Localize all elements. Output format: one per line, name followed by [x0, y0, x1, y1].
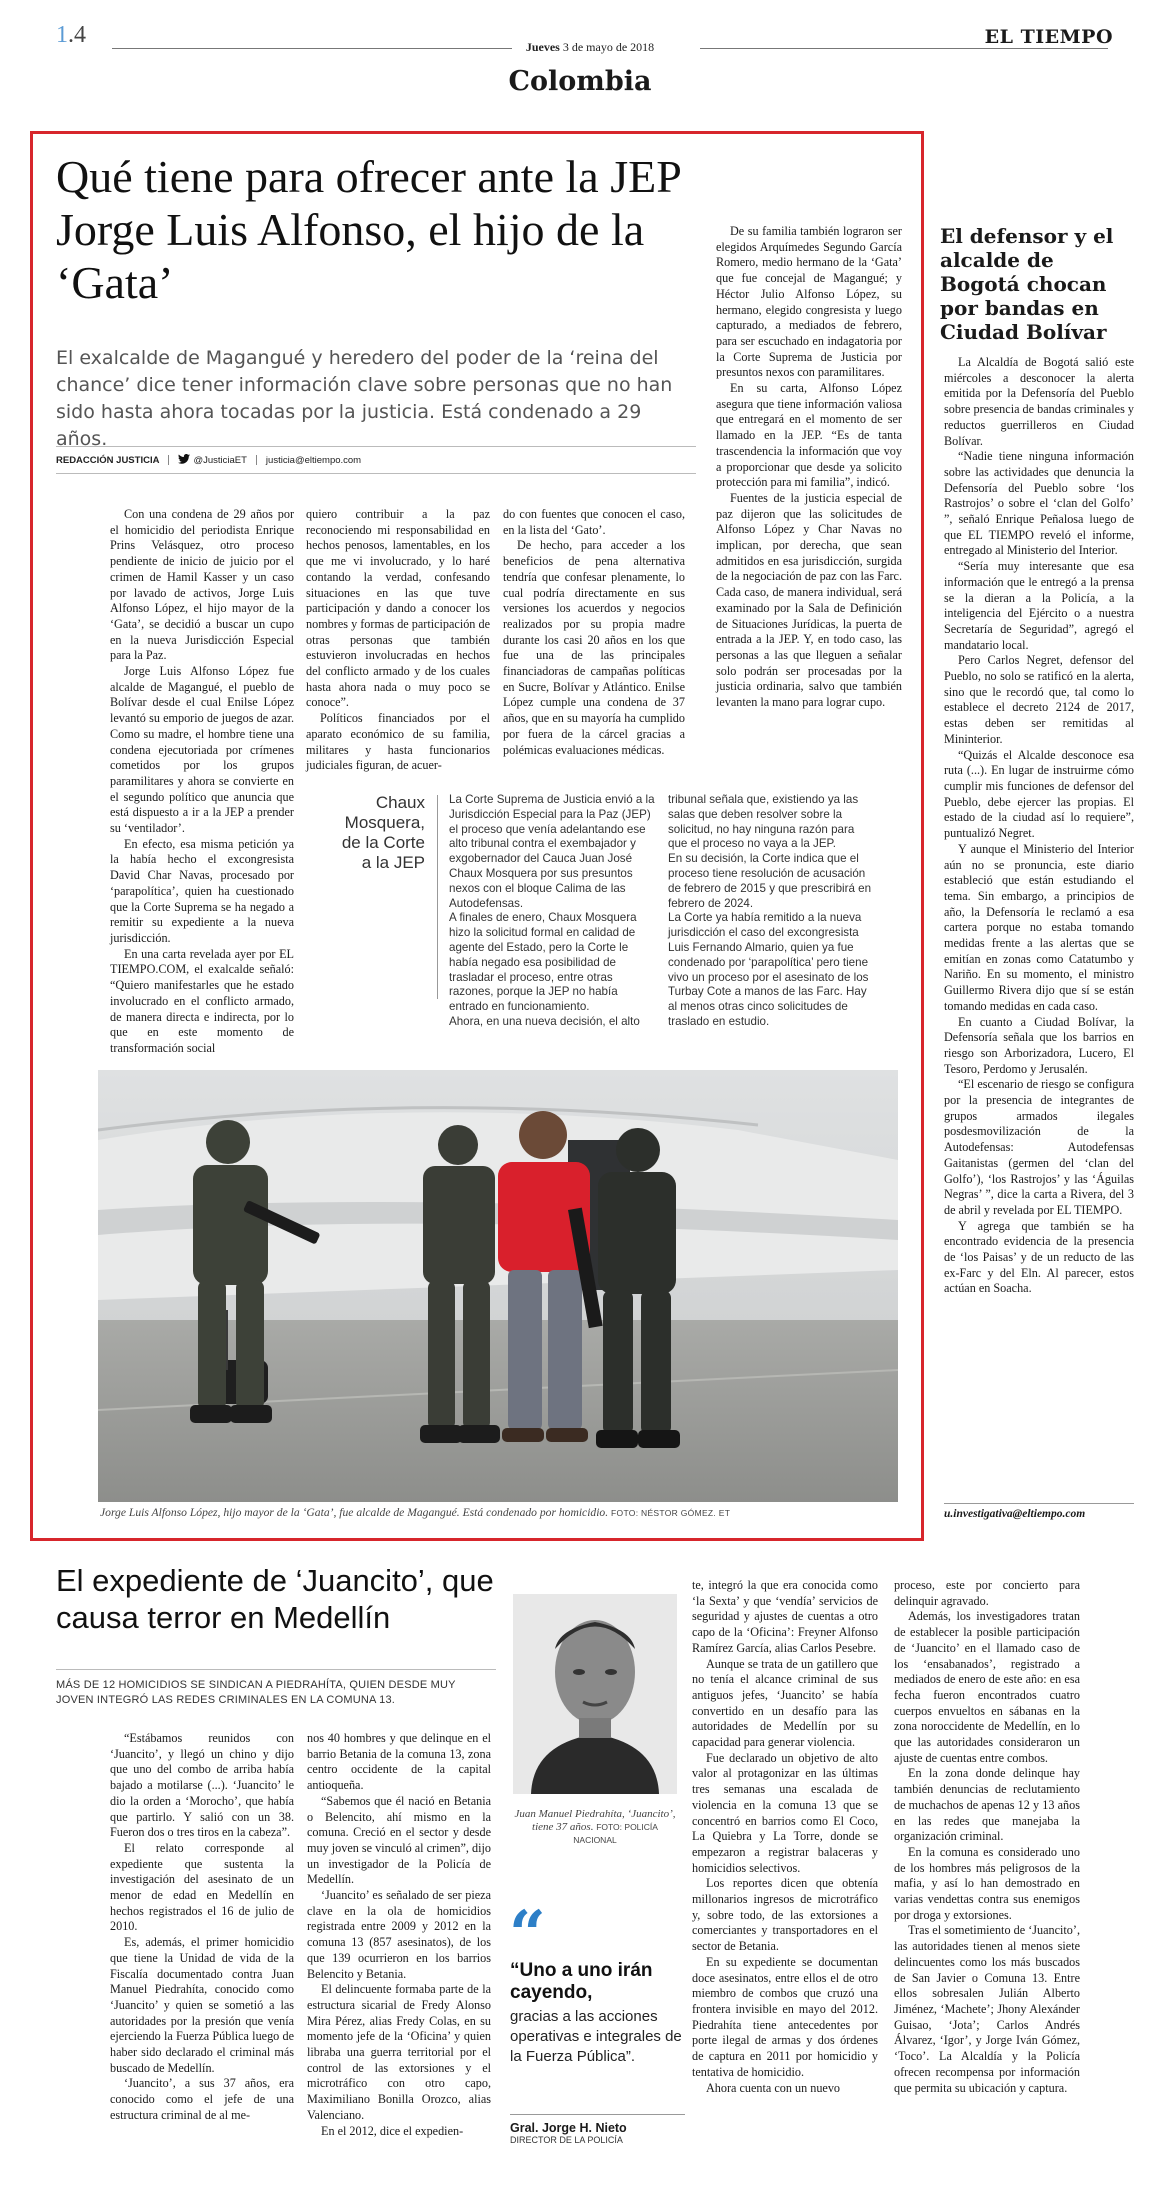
paragraph: En una carta revelada ayer por EL TIEMPO.COM, el exalcalde señaló: “Quiero manifestarles que he estado involucrado en el conflicto armado, de manera directa e indirecta, por lo que en este momento de transformación social: [110, 946, 294, 1055]
pull-quote-author: Gral. Jorge H. Nieto: [510, 2114, 685, 2135]
paragraph: Es, además, el primer homicidio que tiene la Unidad de vida de la Fiscalía documentado contra Juan Manuel Piedrahíta, conocido como ‘Juancito’ y quien se sometió a las autoridades por la presión que venía ejerciendo la Fuerza Pública luego de haber sido declarado el criminal más buscado de Medellín.: [110, 1935, 294, 2075]
paragraph: tribunal señala que, existiendo ya las salas que deben resolver sobre la solicitud, no hay ninguna razón para que el proceso no vaya a la JEP.: [668, 793, 859, 851]
paragraph: Aunque se trata de un gatillero que no tenía el alcance criminal de sus antiguos jefes, ‘Juancito’ se había convertido en un desafío para las autoridades de Medellín por su capacidad para generar violencia.: [692, 1656, 878, 1750]
paragraph: En el 2012, dice el expedien-: [321, 2123, 464, 2138]
box-divider: [437, 795, 438, 999]
paragraph: Políticos financiados por el aparato económico de su familia, militares y hasta funcionarios judiciales figuran, de acuer-: [306, 711, 490, 773]
paragraph: El relato corresponde al expediente que sustenta la investigación del asesinato de un menor de edad en Medellín en hechos registrados el 16 de julio de 2010.: [110, 1840, 294, 1934]
paragraph: Además, los investigadores tratan de establecer la posible participación de ‘Juancito’ en el llamado caso de los ‘ensabanados’, registrado a mediados de enero de este año: en esa fecha fueron encontrados cuatro cuerpos envueltos en sábanas en la zona noroccidente de Medellín, en lo que las autoridades consideraron un ajuste de cuentas entre combos.: [894, 1609, 1080, 1765]
paragraph: Fuentes de la justicia especial de paz dijeron que las solicitudes de Alfonso López y Char Navas no implican, por derecha, que sean admitidos en esa jurisdicción, surgida de la negociación de paz con las Farc. Cada caso, de manera individual, será examinado por la Sala de Definición de Situaciones Jurídicas, la puerta de entrada a la JEP. Y, en todo caso, las personas a las que lleguen a señalar solo podrán ser procesadas por la justicia ordinaria, salvo que también levanten la mano para lograr cupo.: [716, 490, 902, 710]
sidebar-body: [944, 355, 1134, 1297]
paragraph: La Corte Suprema de Justicia envió a la Jurisdicción Especial para la Paz (JEP) el proceso que venía adelantando ese alto tribunal contra el exembajador y exgobernador del Cauca Juan José Chaux Mosquera por sus presuntos nexos con el bloque Calima de las Autodefensas.: [449, 793, 655, 910]
paragraph: nos 40 hombres y que delinque en el barrio Betania de la comuna 13, zona centro occidente de la capital antioqueña.: [307, 1731, 491, 1793]
main-headline: Qué tiene para ofrecer ante la JEP Jorge Luis Alfonso, el hijo de la ‘Gata’: [56, 151, 681, 308]
dateline: Jueves 3 de mayo de 2018: [525, 40, 655, 54]
bottom-deck: MÁS DE 12 HOMICIDIOS SE SINDICAN A PIEDRAHÍTA, QUIEN DESDE MUY JOVEN INTEGRÓ LAS REDES CRIMINALES EN LA COMUNA 13.: [56, 1669, 496, 1708]
paragraph: proceso, este por concierto para delinquir agravado.: [894, 1578, 1080, 1608]
newspaper-brand: EL TIEMPO: [984, 26, 1113, 48]
paragraph: Ahora, en una nueva decisión, el alto: [449, 1014, 640, 1028]
paragraph: Y agrega que también se ha encontrado evidencia de la presencia de ‘los Paisas’ y de un reducto de las ex-Farc y del Eln. Al parecer, estos actúan en Soacha.: [944, 1218, 1134, 1296]
paragraph: do con fuentes que conocen el caso, en la lista del ‘Gato’.: [503, 507, 685, 537]
box-column-1: [449, 793, 657, 1030]
main-column-3: [503, 507, 685, 758]
section-title: Colombia: [508, 66, 652, 97]
sidebar-email: u.investigativa@eltiempo.com: [944, 1503, 1134, 1520]
suspect-photo: [513, 1594, 677, 1794]
paragraph: De su familia también lograron ser elegidos Arquímedes Segundo García Romero, medio hermano de la ‘Gata’ que fue concejal de Magangué; y Héctor Julio Alfonso López, su hermano, elegido congresista y luego capturado, a mediados de febrero, para ser escuchado en indagatoria por la Corte Suprema de Justicia por presuntos nexos con paramilitares.: [716, 224, 902, 380]
paragraph: Y aunque el Ministerio del Interior aún no se pronuncia, este diario estableció que están estudiando el tema. Sin embargo, a principios de año, la Defensoría le reclamó a esa cartera porque no estaba tomando medidas frente a las alertas que se emitían en zonas como Catatumbo y Nariño. En su momento, el ministro Guillermo Rivera dijo que sí se están tomando medidas en cada caso.: [944, 841, 1134, 1013]
bottom-column-3: [692, 1578, 878, 2096]
paragraph: El delincuente formaba parte de la estructura sicarial de Fredy Alonso Mira Pérez, alias Fredy Colas, en su momento jefe de la ‘Oficina’ y quien libraba una guerra territorial por el control de las extorsiones y el microtráfico con otro capo, Maximiliano Bonilla Orozco, alias Valenciano.: [307, 1982, 491, 2122]
sidebar-headline: El defensor y el alcalde de Bogotá chocan por bandas en Ciudad Bolívar: [940, 224, 1114, 344]
suspect-photo-caption: Juan Manuel Piedrahíta, ‘Juancito’, tiene 37 años. FOTO: POLICÍA NACIONAL: [514, 1808, 676, 1845]
pull-quote-role: DIRECTOR DE LA POLICÍA: [510, 2135, 623, 2145]
mugshot-image: [513, 1594, 677, 1794]
paragraph: En su decisión, la Corte indica que el proceso tiene resolución de acusación de febrero de 2015 y que prescribirá en febrero de 2024.: [668, 852, 872, 910]
paragraph: “Estábamos reunidos con ‘Juancito’, y llegó un chino y dijo que uno del combo de arriba había bajado a motilarse (...). ‘Juancito’ le dio la orden a ‘Morocho’, que había que partirlo. Y salió con un 38. Fueron dos o tres tiros en la cabeza”.: [110, 1731, 294, 1840]
paragraph: Tras el sometimiento de ‘Juancito’, las autoridades tienen al menos siete delincuentes como los más buscados de San Javier o Comuna 13. Entre ellos sobresalen Julián Alberto Jiménez, ‘Machete’; Jhony Alexánder Guisao, ‘Jota’; Carlos Andrés Álvarez, ‘Igor’, y Jorge Iván Gómez, ‘Toco’. La Alcaldía y la Policía ofrecen recompensa por información que permita su ubicación y captura.: [894, 1923, 1080, 2095]
paragraph: En su expediente se documentan doce asesinatos, entre ellos el de otro miembro de combos que cruzó una frontera invisible en mayo del 2012. Piedrahíta tiene antecedentes por porte ilegal de armas y dos órdenes de captura en 2011 por homicidio y tentativa de homicidio.: [692, 1954, 878, 2079]
paragraph: En efecto, esa misma petición ya la había hecho el excongresista David Char Navas, procesado por ‘parapolítica’, quien ha cuestionado que la Corte Suprema se ha negado a remitir su expediente a la nueva jurisdicción.: [110, 836, 294, 945]
paragraph: Con una condena de 29 años por el homicidio del periodista Enrique Prins Velásquez, otro proceso pendiente de inicio de juicio por el crimen de Hamil Kasser y un caso por lavado de activos, Jorge Luis Alfonso López, el hijo mayor de la ‘Gata’, se decidió a buscar un cupo en la nueva Jurisdicción Especial para la Paz.: [110, 507, 294, 663]
box-title: Chaux Mosquera, de la Corte a la JEP: [341, 793, 425, 872]
bottom-column-1: [110, 1731, 294, 2124]
paragraph: ‘Juancito’ es señalado de ser pieza clave en la ola de homicidios registrada entre 2009 y 2012 en la comuna 13 (857 asesinatos), de los que 139 ocurrieron en los barrios Belencito y Betania.: [307, 1888, 491, 1981]
paragraph: “Quizás el Alcalde desconoce esa ruta (...). En lugar de instruirme cómo cumplir mis funciones de defensor del Pueblo, debe ejercer las propias. El estado de la ciudad así lo requiere”, puntualizó Negret.: [944, 747, 1134, 841]
header-rule-left: [112, 48, 512, 49]
header-rule-right: [700, 48, 1108, 49]
paragraph: Los reportes dicen que obtenía millonarios ingresos de microtráfico y, sobre todo, de las extorsiones a comerciantes y transportadores en el sector de Betania.: [692, 1876, 878, 1954]
bottom-column-2: [307, 1731, 491, 2139]
twitter-icon: [178, 454, 190, 464]
paragraph: A finales de enero, Chaux Mosquera hizo la solicitud formal en calidad de agente del Estado, pero la Corte le había negado esa posibilidad de trasladar el proceso, entre otras razones, porque la JEP no había entrado en funcionamiento.: [449, 911, 637, 1014]
suspect-photo-credit: FOTO: POLICÍA NACIONAL: [573, 1822, 658, 1845]
paragraph: “Sería muy interesante que esa información que le entregó a la prensa se la dieran a la Policía, a la inteligencia del Ejército o a nuestra Secretaría de Seguridad”, agregó el mandatario local.: [944, 559, 1134, 652]
bottom-column-4: [894, 1578, 1080, 2096]
paragraph: La Corte ya había remitido a la nueva jurisdicción el caso del excongresista Luis Fernando Almario, quien ya fue condenado por ‘parapolítica’ pero tiene vivo un proceso por el asesinato de los Turbay Cote a manos de las Farc. Hay al menos otras cinco solicitudes de traslado en estudio.: [668, 911, 869, 1028]
box-column-2: [668, 793, 876, 1030]
quote-mark-icon: “: [509, 1897, 546, 1972]
paragraph: Jorge Luis Alfonso López fue alcalde de Magangué, el pueblo de Bolívar desde el cual Enilse López levantó su emporio de juegos de azar. Como su madre, el hombre tiene una condena ejecutoriada por crímenes cometidos por los grupos paramilitares y ahora se convierte en el segundo político que anuncia que está dispuesto a ir a la JEP a prender su ‘ventilador’.: [110, 664, 294, 836]
paragraph: Pero Carlos Negret, defensor del Pueblo, no solo se ratificó en la alerta, sino que le recordó que, tal como lo establece el decreto 2124 de 2017, estas deben ser remitidas al Mininterior.: [944, 653, 1134, 746]
byline-email: justicia@eltiempo.com: [265, 455, 362, 466]
byline-author: REDACCIÓN JUSTICIA: [56, 455, 160, 466]
police-escort-photo: [98, 1070, 898, 1502]
paragraph: quiero contribuir a la paz reconociendo mi responsabilidad en hechos penosos, lamentables, en los que me vi involucrado, y lo haré contando la verdad, confesando situaciones en las que tuve participación y dando a conocer los nombres y formas de participación de otras personas que también estuvieron involucradas en hechos del conflicto armado y de los cuales hasta ahora nada o muy poco se conoce”.: [306, 507, 490, 710]
page-number: 1.4: [56, 22, 86, 48]
bottom-headline: El expediente de ‘Juancito’, que causa terror en Medellín: [56, 1563, 494, 1635]
pull-quote-lead: “Uno a uno irán cayendo,: [510, 1960, 653, 2003]
main-photo: [98, 1070, 898, 1502]
paragraph: En la zona donde delinque hay también denuncias de reclutamiento de muchachos de apenas 12 y 13 años en las redes que manejaba la organización criminal.: [894, 1766, 1080, 1844]
main-column-4: [716, 224, 902, 711]
pull-quote-text: gracias a las acciones operativas e integrales de la Fuerza Pública”.: [510, 2008, 682, 2065]
byline: [56, 446, 696, 474]
photo-credit: FOTO: NÉSTOR GÓMEZ. ET: [611, 1508, 731, 1518]
main-deck: El exalcalde de Magangué y heredero del poder de la ‘reina del chance’ dice tener información clave sobre personas que no han sido hasta ahora tocadas por la justicia. Está condenado a 29 años.: [56, 347, 673, 450]
paragraph: De hecho, para acceder a los beneficios de pena alternativa tendría que confesar plenamente, lo cual podría directamente en sus versiones los acuerdos y negocios realizados por su propia madre durante los casi 20 años en los que fue una de las principales financiadoras de campañas políticas en Sucre, Bolívar y Atlántico. Enilse López cumple una condena de 37 años, que en su mayoría ha cumplido por fuera de la cárcel gracias a polémicas evaluaciones médicas.: [503, 538, 685, 757]
paragraph: “Sabemos que él nació en Betania o Belencito, ahí mismo en la comuna. Creció en el sector y desde muy joven se vinculó al crimen”, dijo un investigador de la Policía de Medellín.: [307, 1793, 491, 1887]
byline-twitter: @JusticiaET: [193, 455, 247, 466]
paragraph: En cuanto a Ciudad Bolívar, la Defensoría señala que los barrios en riesgo son Arborizadora, Lucero, El Tesoro, Perdomo y Jerusalén.: [944, 1014, 1134, 1076]
main-column-2: [306, 507, 490, 774]
paragraph: “El escenario de riesgo se configura por la presencia de integrantes de grupos armados ilegales posdesmovilización de la Autodefensas: Autodefensas Gaitanistas (germen del ‘clan del Golfo’), ‘los Rastrojos’ y las ‘Águilas Negras’ ”, dice la carta a Rivera, del 3 de abril y revelada por EL TIEMPO.: [944, 1077, 1134, 1217]
paragraph: ‘Juancito’, a sus 37 años, era conocido como el jefe de una estructura criminal de al me-: [110, 2076, 294, 2122]
paragraph: La Alcaldía de Bogotá salió este miércoles a desconocer la alerta emitida por la Defensoría del Pueblo sobre presencia de bandas criminales y reductos guerrilleros en Ciudad Bolívar.: [944, 355, 1134, 448]
paragraph: Ahora cuenta con un nuevo: [706, 2080, 841, 2095]
paragraph: “Nadie tiene ninguna información sobre las actividades que denuncia la Defensoría del Pueblo sobre ‘los Rastrojos’ o sobre el ‘clan del Golfo’ ”, señaló Enrique Peñalosa luego de que EL TIEMPO reveló el informe, entregado al Ministerio del Interior.: [944, 449, 1134, 558]
paragraph: En la comuna es considerado uno de los hombres más peligrosos de la mafia, y así lo han demostrado en varias vendettas contra sus enemigos por droga y extorsiones.: [894, 1844, 1080, 1922]
paragraph: te, integró la que era conocida como ‘la Sexta’ y que ‘vendía’ servicios de seguridad y ajustes de cuentas a otro capo de la ‘Oficina’: Freyner Alfonso Ramírez García, alias Carlos Pesebre.: [692, 1578, 878, 1655]
main-column-1: [110, 507, 294, 1057]
photo-caption: Jorge Luis Alfonso López, hijo mayor de la ‘Gata’, fue alcalde de Magangué. Está condenado por homicidio. FOTO: NÉSTOR GÓMEZ. ET: [100, 1506, 731, 1519]
paragraph: Fue declarado un objetivo de alto valor al protagonizar en las últimas tres semanas una escalada de violencia en la comuna 13 que se concentró en barrios como El Coco, La Quiebra y La Torre, donde se empezaron a registrar balaceras y homicidios selectivos.: [692, 1750, 878, 1875]
paragraph: En su carta, Alfonso López asegura que tiene información valiosa que entregará en el momento de ser llamado en la JEP. “Es de tanta trascendencia la información que voy a proporcionar que desde ya solicito protección para mi familia”, indicó.: [716, 381, 902, 490]
